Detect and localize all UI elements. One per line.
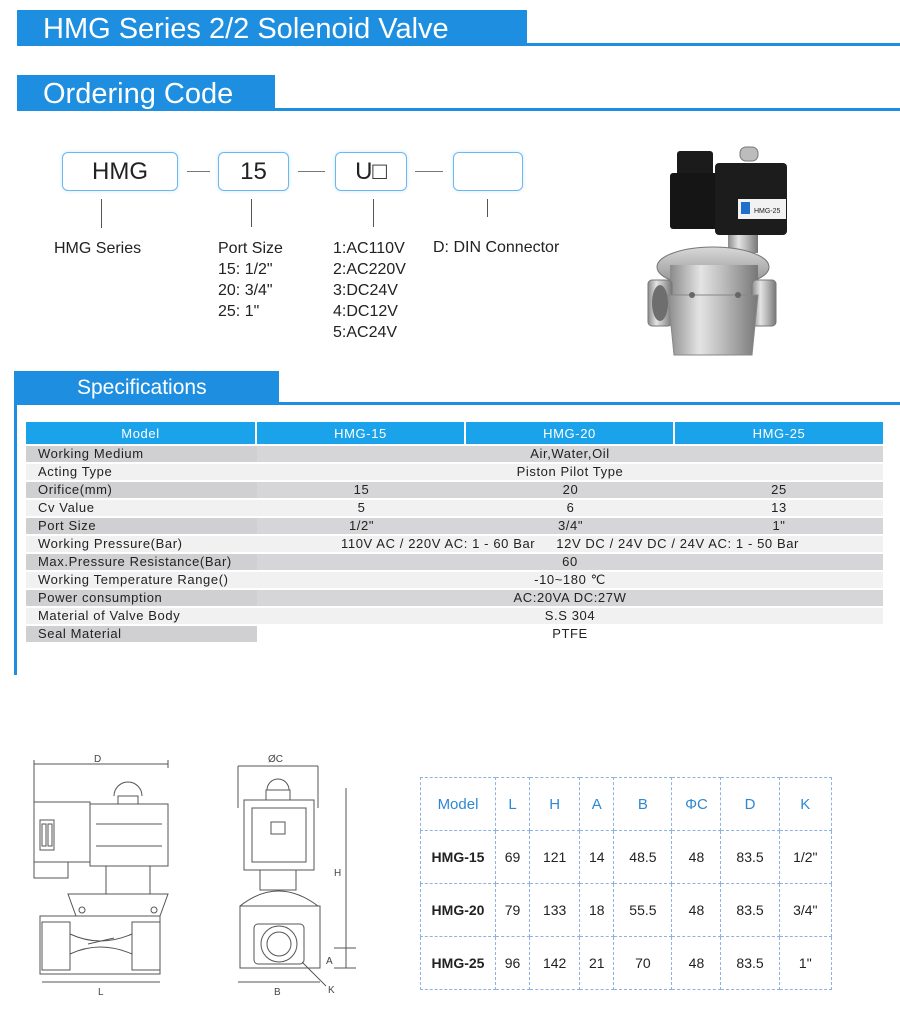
specifications-heading: Specifications: [17, 371, 279, 405]
dims-header-row: [421, 778, 832, 831]
valve-photo: [640, 145, 790, 360]
spec-header-cell: HMG-15: [257, 422, 466, 444]
spec-value: -10~180 ℃: [257, 572, 883, 588]
dims-model-cell: HMG-25: [421, 937, 496, 990]
voltage-options: 1:AC110V 2:AC220V 3:DC24V 4:DC12V 5:AC24V: [333, 240, 406, 341]
code-pointer: [251, 199, 252, 227]
dims-header-cell: B: [614, 778, 672, 831]
table-row: [421, 937, 832, 990]
dim-label-h: H: [334, 868, 342, 879]
spec-value: PTFE: [257, 626, 883, 642]
dims-cell: 83.5: [721, 884, 779, 937]
front-view-drawing: [28, 748, 178, 1000]
page-title: HMG Series 2/2 Solenoid Valve: [17, 10, 527, 46]
spec-value: 20: [466, 482, 675, 498]
dims-cell: 21: [580, 937, 614, 990]
title-underline: [527, 43, 900, 46]
spec-header-row: [26, 422, 883, 444]
spec-header-cell: Model: [26, 422, 257, 444]
dims-cell: 142: [530, 937, 580, 990]
spec-label: Working Medium: [26, 446, 257, 462]
series-label: HMG Series: [54, 240, 142, 257]
spec-value: S.S 304: [257, 608, 883, 624]
dims-cell: 48: [672, 937, 721, 990]
spec-value: 13: [675, 500, 883, 516]
spec-label: Material of Valve Body: [26, 608, 257, 624]
spec-value: 3/4": [466, 518, 675, 534]
ordering-underline: [275, 108, 900, 111]
spec-value: 110V AC / 220V AC: 1 - 60 Bar 12V DC / 24V DC / 24V AC: 1 - 50 Bar: [257, 536, 883, 552]
dims-cell: 48: [672, 831, 721, 884]
spec-value: 6: [466, 500, 675, 516]
spec-label: Acting Type: [26, 464, 257, 480]
dims-header-cell: A: [580, 778, 614, 831]
spec-row: [26, 536, 883, 552]
dim-label-c: ØC: [268, 754, 283, 765]
code-box-port: 15: [218, 152, 289, 191]
dims-cell: 14: [580, 831, 614, 884]
spec-row: [26, 554, 883, 570]
dim-label-k: K: [328, 985, 335, 996]
spec-label: Port Size: [26, 518, 257, 534]
code-dash: [298, 171, 325, 172]
code-dash: [415, 171, 443, 172]
spec-row: [26, 608, 883, 624]
photo-model-label: HMG-25: [754, 208, 781, 215]
dims-cell: 69: [496, 831, 530, 884]
dims-header-cell: Model: [421, 778, 496, 831]
dim-label-l: L: [98, 987, 104, 998]
dims-header-cell: L: [496, 778, 530, 831]
dims-cell: 83.5: [721, 831, 779, 884]
spec-label: Power consumption: [26, 590, 257, 606]
table-row: [421, 884, 832, 937]
ordering-code-heading: Ordering Code: [17, 75, 275, 111]
spec-header-cell: HMG-20: [466, 422, 675, 444]
port-size-options: Port Size 15: 1/2" 20: 3/4" 25: 1": [218, 240, 283, 320]
spec-row: [26, 572, 883, 588]
spec-row: [26, 518, 883, 534]
code-box-connector: [453, 152, 523, 191]
code-pointer: [487, 199, 488, 217]
code-box-series: HMG: [62, 152, 178, 191]
spec-label: Orifice(mm): [26, 482, 257, 498]
spec-label: Cv Value: [26, 500, 257, 516]
dims-header-cell: D: [721, 778, 779, 831]
spec-row: [26, 464, 883, 480]
dims-cell: 70: [614, 937, 672, 990]
connector-option: D: DIN Connector: [433, 239, 560, 256]
dims-cell: 79: [496, 884, 530, 937]
spec-value: AC:20VA DC:27W: [257, 590, 883, 606]
spec-label: Working Pressure(Bar): [26, 536, 257, 552]
spec-row: [26, 626, 883, 642]
dims-header-cell: K: [779, 778, 831, 831]
dims-cell: 48.5: [614, 831, 672, 884]
spec-row: [26, 500, 883, 516]
spec-value: 1": [675, 518, 883, 534]
code-box-voltage: U□: [335, 152, 407, 191]
dims-model-cell: HMG-15: [421, 831, 496, 884]
spec-row: [26, 482, 883, 498]
dims-model-cell: HMG-20: [421, 884, 496, 937]
code-pointer: [101, 199, 102, 228]
code-dash: [187, 171, 210, 172]
spec-value: 5: [257, 500, 466, 516]
spec-label: Max.Pressure Resistance(Bar): [26, 554, 257, 570]
spec-row: [26, 446, 883, 462]
dim-label-a: A: [326, 956, 333, 967]
spec-value: 25: [675, 482, 883, 498]
spec-label: Seal Material: [26, 626, 257, 642]
code-pointer: [373, 199, 374, 227]
spec-value: 15: [257, 482, 466, 498]
spec-side-rule: [14, 371, 17, 675]
spec-value: Piston Pilot Type: [257, 464, 883, 480]
specifications-table: [26, 420, 883, 644]
dims-cell: 133: [530, 884, 580, 937]
spec-value: 1/2": [257, 518, 466, 534]
dimensions-table: [420, 777, 832, 990]
table-row: [421, 831, 832, 884]
dim-label-d: D: [94, 754, 102, 765]
dims-cell: 1/2": [779, 831, 831, 884]
dim-label-b: B: [274, 987, 281, 998]
spec-underline: [279, 402, 900, 405]
spec-value: Air,Water,Oil: [257, 446, 883, 462]
dims-cell: 18: [580, 884, 614, 937]
dims-header-cell: H: [530, 778, 580, 831]
spec-header-cell: HMG-25: [675, 422, 883, 444]
dims-cell: 83.5: [721, 937, 779, 990]
side-view-drawing: [230, 748, 360, 1000]
spec-value: 60: [257, 554, 883, 570]
dims-cell: 96: [496, 937, 530, 990]
dims-cell: 3/4": [779, 884, 831, 937]
spec-label: Working Temperature Range(): [26, 572, 257, 588]
dims-header-cell: ΦC: [672, 778, 721, 831]
dims-cell: 1": [779, 937, 831, 990]
spec-row: [26, 590, 883, 606]
dims-cell: 121: [530, 831, 580, 884]
dims-cell: 48: [672, 884, 721, 937]
dims-cell: 55.5: [614, 884, 672, 937]
